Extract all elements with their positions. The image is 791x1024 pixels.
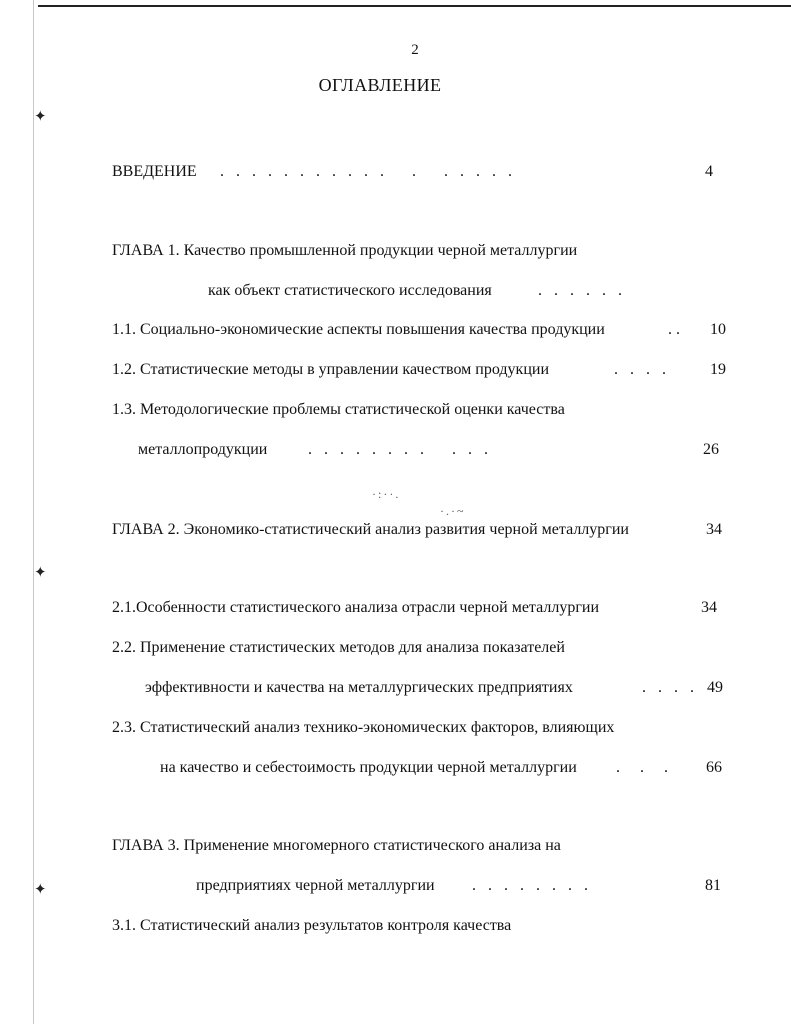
toc-page-number: 81	[705, 877, 721, 894]
dot-leader: . . .	[616, 759, 668, 776]
dot-leader: . . . . . . . . . . . . . . . . .	[212, 163, 512, 180]
toc-page-number: 19	[710, 361, 726, 378]
toc-entry-2-1: 2.1.Особенности статистического анализа отрасли черной металлургии	[112, 599, 600, 616]
toc-entry-continuation: металлопродукции	[138, 441, 268, 458]
toc-entry-2-2: 2.2. Применение статистических методов для анализа показателей	[112, 639, 565, 656]
toc-page-number: 34	[701, 599, 717, 616]
toc-page-number: 34	[706, 521, 722, 538]
toc-entry-chapter-2: ГЛАВА 2. Экономико-статистический анализ развития черной металлургии	[112, 521, 629, 538]
toc-page-number: 10	[710, 321, 726, 338]
toc-entry-1-2: 1.2. Статистические методы в управлении качеством продукции	[112, 361, 550, 378]
dot-leader: . . . .	[614, 361, 666, 378]
toc-title: ОГЛАВЛЕНИЕ	[318, 75, 442, 95]
toc-entry-continuation: предприятиях черной металлургии	[196, 877, 435, 894]
scan-left-edge	[33, 0, 34, 1024]
toc-entry-3-1: 3.1. Статистический анализ результатов контроля качества	[112, 917, 512, 934]
toc-entry-continuation: эффективности и качества на металлургических предприятиях	[145, 679, 573, 696]
top-border-line	[38, 5, 791, 7]
toc-entry-intro: ВВЕДЕНИЕ	[112, 163, 197, 180]
toc-page-number: 26	[703, 441, 719, 458]
toc-entry-continuation: как объект статистического исследования	[208, 282, 492, 299]
toc-entry-2-3: 2.3. Статистический анализ технико-экономических факторов, влияющих	[112, 719, 615, 736]
dot-leader: . . . . . .	[530, 282, 622, 299]
toc-page-number: 4	[705, 163, 713, 180]
page-number: 2	[411, 42, 419, 58]
toc-entry-chapter-3: ГЛАВА 3. Применение многомерного статистического анализа на	[112, 837, 561, 854]
toc-page-number: 49	[707, 679, 723, 696]
toc-entry-1-3: 1.3. Методологические проблемы статистической оценки качества	[112, 401, 565, 418]
toc-entry-chapter-1: ГЛАВА 1. Качество промышленной продукции черной металлургии	[112, 242, 578, 259]
scan-speck-mark: ✦	[34, 882, 47, 898]
toc-entry-1-1: 1.1. Социально-экономические аспекты повышения качества продукции	[112, 321, 605, 338]
scan-speck-mark: ✦	[34, 109, 47, 125]
dot-leader: . .	[668, 321, 680, 338]
toc-page-number: 66	[706, 759, 722, 776]
scan-speck-mark: ✦	[34, 565, 47, 581]
scan-noise: ·.·~	[440, 504, 466, 518]
dot-leader: . . . .	[634, 679, 694, 696]
dot-leader: . . . . . . . .	[464, 877, 588, 894]
scan-noise: ·:··.	[372, 487, 401, 501]
dot-leader: . . . . . . . . . . .	[300, 441, 488, 458]
toc-entry-continuation: на качество и себестоимость продукции черной металлургии	[160, 759, 577, 776]
